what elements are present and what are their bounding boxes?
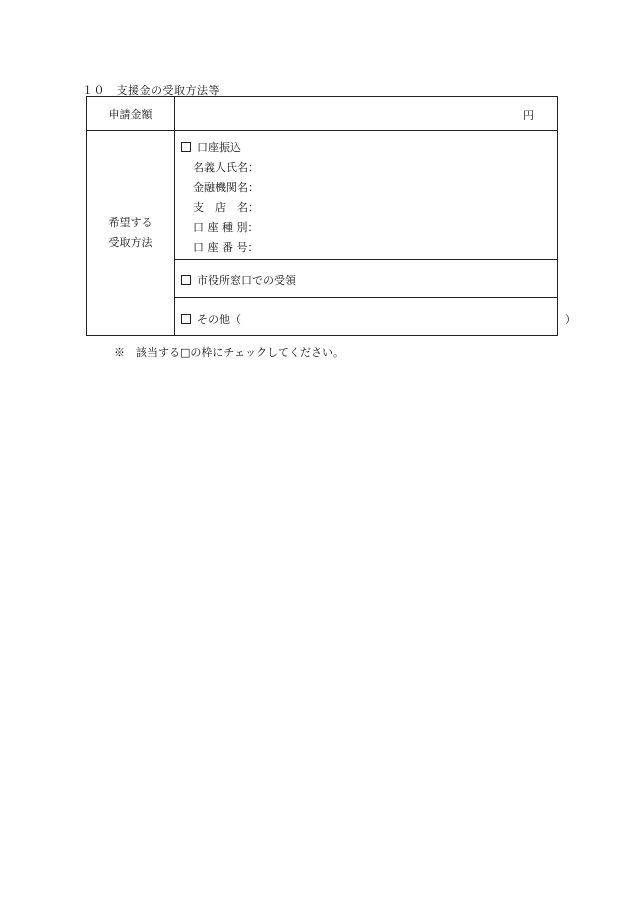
branch-name-field: 支 店 名： [193,201,259,214]
financial-institution-field: 金融機関名： [193,181,259,194]
method-label-line1: 希望する [108,216,153,229]
other-line [181,311,241,327]
other-checkbox[interactable] [181,314,191,324]
amount-row [87,97,557,131]
other-close-paren: ） [565,313,576,326]
other-label: その他（ [197,313,241,326]
amount-value-cell[interactable] [175,97,557,130]
account-number-field: 口 座 番 号： [193,241,259,254]
bank-transfer-line [181,139,241,155]
city-hall-window-label: 市役所窓口での受領 [197,274,296,287]
yen-unit: 円 [523,109,534,122]
bank-transfer-label: 口座振込 [197,141,241,154]
bank-transfer-checkbox[interactable] [181,142,191,152]
city-hall-window-line [181,272,296,288]
method-label [87,131,175,335]
account-holder-field: 名義人氏名： [193,161,259,174]
bank-transfer-option [175,131,557,260]
city-hall-window-option [175,260,557,298]
amount-label: 申請金額 [87,97,175,130]
instruction-note: ※ 該当する□の枠にチェックしてください。 [114,346,345,359]
account-type-field: 口 座 種 別： [193,221,259,234]
other-option [175,298,576,335]
section-title: １０ 支援金の受取方法等 [82,84,220,97]
method-label-line2: 受取方法 [108,236,153,249]
payment-method-table [86,96,576,336]
city-hall-window-checkbox[interactable] [181,275,191,285]
